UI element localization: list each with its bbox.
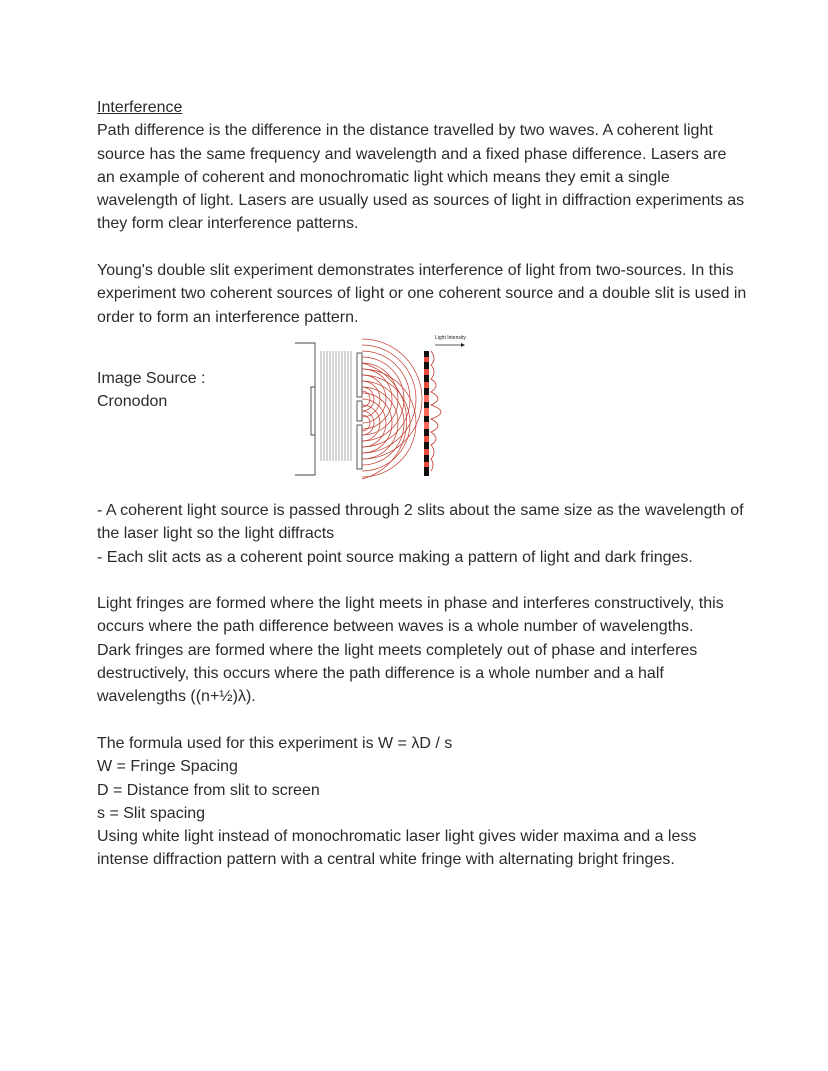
plane-wavefronts [321, 351, 351, 461]
light-intensity-label: Light Intensity [435, 334, 466, 341]
formula-intro: The formula used for this experiment is W = λD / s [97, 734, 453, 752]
formula-d-definition: D = Distance from slit to screen [97, 781, 320, 799]
double-slit-diagram [285, 331, 485, 481]
document-page [97, 96, 747, 872]
source-frame [295, 343, 315, 475]
image-source-caption [97, 367, 206, 414]
image-source-label: Image Source : [97, 369, 206, 387]
paragraph-white-light: Using white light instead of monochromatic laser light gives wider maxima and a less intense diffraction pattern with a central white fringe with alternating bright fringes. [97, 828, 697, 869]
intensity-profile [431, 351, 441, 471]
wavefronts-slit-2 [362, 363, 416, 479]
bullet-1: - A coherent light source is passed through 2 slits about the same size as the wavelength of the laser light so the light diffracts [97, 501, 744, 543]
figure-row [97, 334, 747, 483]
formula-s-definition: s = Slit spacing [97, 804, 206, 822]
bullet-2: - Each slit acts as a coherent point source making a pattern of light and dark fringes. [97, 548, 693, 566]
formula-w-definition: W = Fringe Spacing [97, 758, 238, 776]
paragraph-light-fringes: Light fringes are formed where the light meets in phase and interferes constructively, this occurs where the path difference between waves is a whole number of wavelengths. [97, 595, 724, 636]
paragraph-youngs-experiment: Young's double slit experiment demonstrates interference of light from two-sources. In this experiment two coherent sources of light or one coherent source and a double slit is used in order to form an interference pattern. [97, 262, 747, 326]
paragraph-dark-fringes: Dark fringes are formed where the light meets completely out of phase and interferes destructively, this occurs where the path difference is a whole number and a half wavelengths ((n+½)λ). [97, 641, 698, 706]
fringe-screen [424, 351, 429, 476]
double-slit-barrier [357, 353, 362, 469]
paragraph-path-difference: Path difference is the difference in the distance travelled by two waves. A coherent light source has the same frequency and wavelength and a fixed phase difference. Lasers are an example of coherent and monochromatic light which means they emit a single wavelength of light. Lasers are usually used as sources of light in diffraction experiments as they form clear interference patterns. [97, 122, 745, 233]
image-source-name: Cronodon [97, 393, 168, 411]
section-heading: Interference [97, 99, 183, 116]
